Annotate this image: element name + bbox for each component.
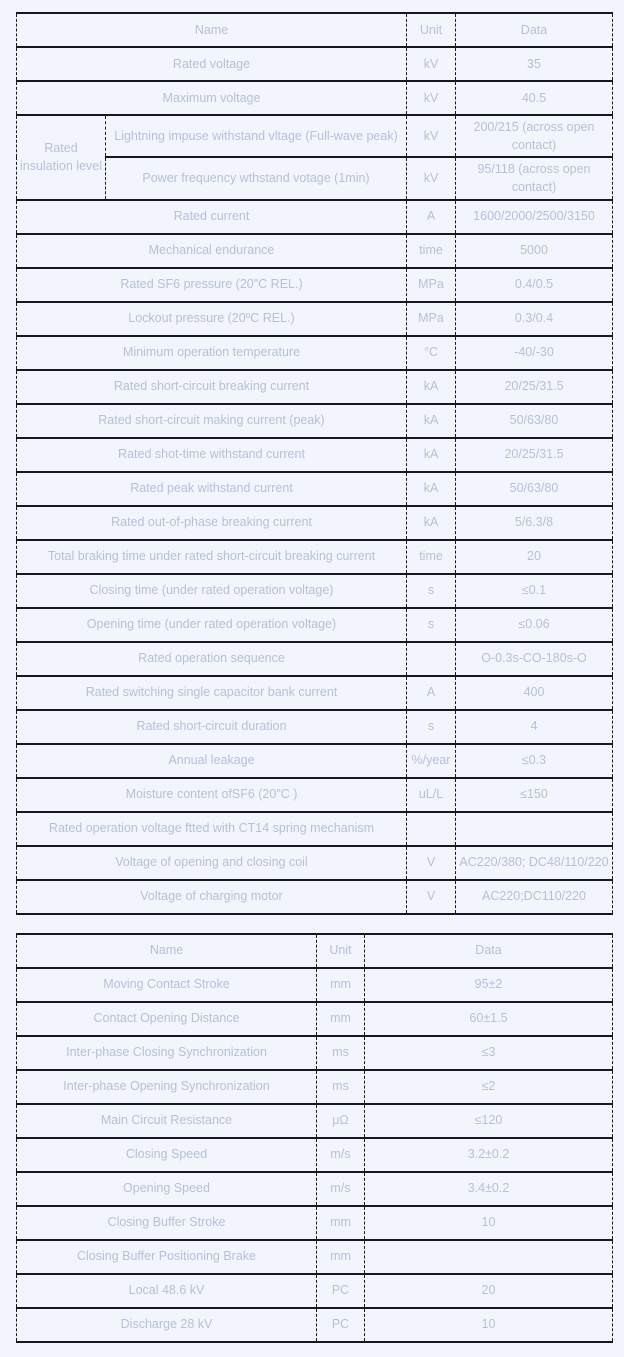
row-name-cell: Rated short-circuit duration: [17, 710, 407, 744]
mechanical-parameters-table: [16, 933, 613, 1343]
row-name-cell: Lockout pressure (20ºC REL.): [17, 302, 407, 336]
row-unit-cell: mm: [317, 1002, 365, 1036]
row-data-cell: 20/25/31.5: [456, 370, 613, 404]
row-data-cell: ≤120: [365, 1104, 613, 1138]
row-data-cell: 10: [365, 1308, 613, 1342]
general-parameters-table: [16, 12, 613, 915]
table-row: [17, 302, 613, 336]
row-data-cell: AC220/380; DC48/110/220: [456, 846, 613, 880]
row-unit-cell: μΩ: [317, 1104, 365, 1138]
row-unit-cell: [407, 812, 456, 846]
row-data-cell: 5000: [456, 234, 613, 268]
column-header-data: Data: [365, 934, 613, 968]
table-row: [17, 1036, 613, 1070]
row-data-cell: -40/-30: [456, 336, 613, 370]
row-data-cell: AC220;DC110/220: [456, 880, 613, 914]
row-name-cell: Maximum voltage: [17, 81, 407, 115]
table-row: [17, 744, 613, 778]
table-row: [17, 574, 613, 608]
table-row: [17, 968, 613, 1002]
row-data-cell: 20: [365, 1274, 613, 1308]
row-name-cell: Main Circuit Resistance: [17, 1104, 317, 1138]
row-name-cell: Rated short-circuit breaking current: [17, 370, 407, 404]
row-name-cell: Minimum operation temperature: [17, 336, 407, 370]
row-data-cell: 1600/2000/2500/3150: [456, 200, 613, 234]
row-unit-cell: s: [407, 574, 456, 608]
table-row: [17, 1138, 613, 1172]
table-row: [17, 370, 613, 404]
row-name-cell: Rated peak withstand current: [17, 472, 407, 506]
table-row: [17, 1240, 613, 1274]
row-unit-cell: time: [407, 234, 456, 268]
row-unit-cell: MPa: [407, 268, 456, 302]
row-name-cell: Local 48.6 kV: [17, 1274, 317, 1308]
table-row: [17, 880, 613, 914]
row-name-cell: Closing time (under rated operation voltage): [17, 574, 407, 608]
row-name-cell: Rated SF6 pressure (20"C REL.): [17, 268, 407, 302]
row-group-cell: Rated insulation level: [17, 115, 106, 200]
row-data-cell: ≤0.1: [456, 574, 613, 608]
row-unit-cell: MPa: [407, 302, 456, 336]
row-unit-cell: time: [407, 540, 456, 574]
column-header-data: Data: [456, 13, 613, 47]
column-header-unit: Unit: [407, 13, 456, 47]
row-data-cell: ≤2: [365, 1070, 613, 1104]
row-unit-cell: PC: [317, 1308, 365, 1342]
column-header-name: Name: [17, 934, 317, 968]
row-name-cell: Discharge 28 kV: [17, 1308, 317, 1342]
table-row: [17, 540, 613, 574]
row-name-cell: Moving Contact Stroke: [17, 968, 317, 1002]
row-name-cell: Power frequency wthstand votage (1min): [106, 157, 407, 199]
row-unit-cell: kA: [407, 404, 456, 438]
row-name-cell: Rated operation sequence: [17, 642, 407, 676]
row-data-cell: 4: [456, 710, 613, 744]
row-unit-cell: ms: [317, 1036, 365, 1070]
row-data-cell: 3.4±0.2: [365, 1172, 613, 1206]
row-name-cell: Opening Speed: [17, 1172, 317, 1206]
table-row: [17, 47, 613, 81]
row-unit-cell: m/s: [317, 1138, 365, 1172]
table-row: [17, 404, 613, 438]
table-row: [17, 268, 613, 302]
row-name-cell: Rated switching single capacitor bank current: [17, 676, 407, 710]
row-name-cell: Mechanical endurance: [17, 234, 407, 268]
row-data-cell: 50/63/80: [456, 472, 613, 506]
row-unit-cell: kV: [407, 81, 456, 115]
row-unit-cell: V: [407, 846, 456, 880]
table-row: [17, 115, 613, 157]
row-data-cell: ≤0.3: [456, 744, 613, 778]
table-row: [17, 676, 613, 710]
row-unit-cell: %/year: [407, 744, 456, 778]
table-row: [17, 1206, 613, 1240]
table-row: [17, 1274, 613, 1308]
row-data-cell: 60±1.5: [365, 1002, 613, 1036]
row-name-cell: Rated current: [17, 200, 407, 234]
row-unit-cell: [407, 642, 456, 676]
row-data-cell: 95±2: [365, 968, 613, 1002]
row-name-cell: Rated voltage: [17, 47, 407, 81]
table-row: [17, 1172, 613, 1206]
row-unit-cell: kV: [407, 47, 456, 81]
row-name-cell: Rated short-circuit making current (peak): [17, 404, 407, 438]
row-name-cell: Total braking time under rated short-circuit breaking current: [17, 540, 407, 574]
row-data-cell: 35: [456, 47, 613, 81]
row-unit-cell: mm: [317, 1240, 365, 1274]
row-name-cell: Annual leakage: [17, 744, 407, 778]
row-data-cell: 0.4/0.5: [456, 268, 613, 302]
row-unit-cell: kV: [407, 157, 456, 199]
row-name-cell: Rated shot-time withstand current: [17, 438, 407, 472]
row-name-cell: Contact Opening Distance: [17, 1002, 317, 1036]
table-header-row: [17, 934, 613, 968]
row-unit-cell: mm: [317, 968, 365, 1002]
row-name-cell: Lightning impuse withstand vltage (Full-wave peak): [106, 115, 407, 157]
row-name-cell: Closing Buffer Stroke: [17, 1206, 317, 1240]
row-unit-cell: kV: [407, 115, 456, 157]
row-data-cell: 400: [456, 676, 613, 710]
column-header-unit: Unit: [317, 934, 365, 968]
row-data-cell: ≤150: [456, 778, 613, 812]
row-name-cell: Voltage of opening and closing coil: [17, 846, 407, 880]
table-row: [17, 472, 613, 506]
row-name-cell: Inter-phase Closing Synchronization: [17, 1036, 317, 1070]
column-header-name: Name: [17, 13, 407, 47]
row-unit-cell: °C: [407, 336, 456, 370]
table-row: [17, 710, 613, 744]
table-row: [17, 438, 613, 472]
row-unit-cell: uL/L: [407, 778, 456, 812]
table-row: [17, 778, 613, 812]
row-unit-cell: PC: [317, 1274, 365, 1308]
table-row: [17, 81, 613, 115]
row-unit-cell: A: [407, 676, 456, 710]
table-header-row: [17, 13, 613, 47]
row-unit-cell: s: [407, 608, 456, 642]
row-unit-cell: kA: [407, 438, 456, 472]
row-unit-cell: A: [407, 200, 456, 234]
row-data-cell: ≤0.06: [456, 608, 613, 642]
row-data-cell: [456, 812, 613, 846]
row-data-cell: [365, 1240, 613, 1274]
row-unit-cell: kA: [407, 506, 456, 540]
table-row: [17, 1002, 613, 1036]
table-row: [17, 846, 613, 880]
row-name-cell: Opening time (under rated operation voltage): [17, 608, 407, 642]
table-row: [17, 157, 613, 199]
row-data-cell: 40.5: [456, 81, 613, 115]
row-name-cell: Inter-phase Opening Synchronization: [17, 1070, 317, 1104]
row-data-cell: 200/215 (across open contact): [456, 115, 613, 157]
table-row: [17, 200, 613, 234]
table-row: [17, 234, 613, 268]
table-row: [17, 336, 613, 370]
table-row: [17, 812, 613, 846]
row-name-cell: Voltage of charging motor: [17, 880, 407, 914]
row-name-cell: Rated out-of-phase breaking current: [17, 506, 407, 540]
row-data-cell: 5/6.3/8: [456, 506, 613, 540]
row-unit-cell: kA: [407, 472, 456, 506]
row-data-cell: O-0.3s-CO-180s-O: [456, 642, 613, 676]
row-data-cell: 20: [456, 540, 613, 574]
row-name-cell: Closing Buffer Positioning Brake: [17, 1240, 317, 1274]
row-name-cell: Moisture content ofSF6 (20"C ): [17, 778, 407, 812]
table-row: [17, 506, 613, 540]
row-unit-cell: m/s: [317, 1172, 365, 1206]
row-data-cell: 50/63/80: [456, 404, 613, 438]
table-row: [17, 1070, 613, 1104]
row-data-cell: 0.3/0.4: [456, 302, 613, 336]
row-unit-cell: ms: [317, 1070, 365, 1104]
row-data-cell: 20/25/31.5: [456, 438, 613, 472]
table-row: [17, 1104, 613, 1138]
table-row: [17, 1308, 613, 1342]
table-row: [17, 608, 613, 642]
row-data-cell: 3.2±0.2: [365, 1138, 613, 1172]
table-row: [17, 642, 613, 676]
row-name-cell: Closing Speed: [17, 1138, 317, 1172]
row-data-cell: 10: [365, 1206, 613, 1240]
row-unit-cell: mm: [317, 1206, 365, 1240]
row-data-cell: ≤3: [365, 1036, 613, 1070]
row-unit-cell: s: [407, 710, 456, 744]
row-unit-cell: V: [407, 880, 456, 914]
row-name-cell: Rated operation voltage ftted with CT14 spring mechanism: [17, 812, 407, 846]
row-data-cell: 95/118 (across open contact): [456, 157, 613, 199]
row-unit-cell: kA: [407, 370, 456, 404]
